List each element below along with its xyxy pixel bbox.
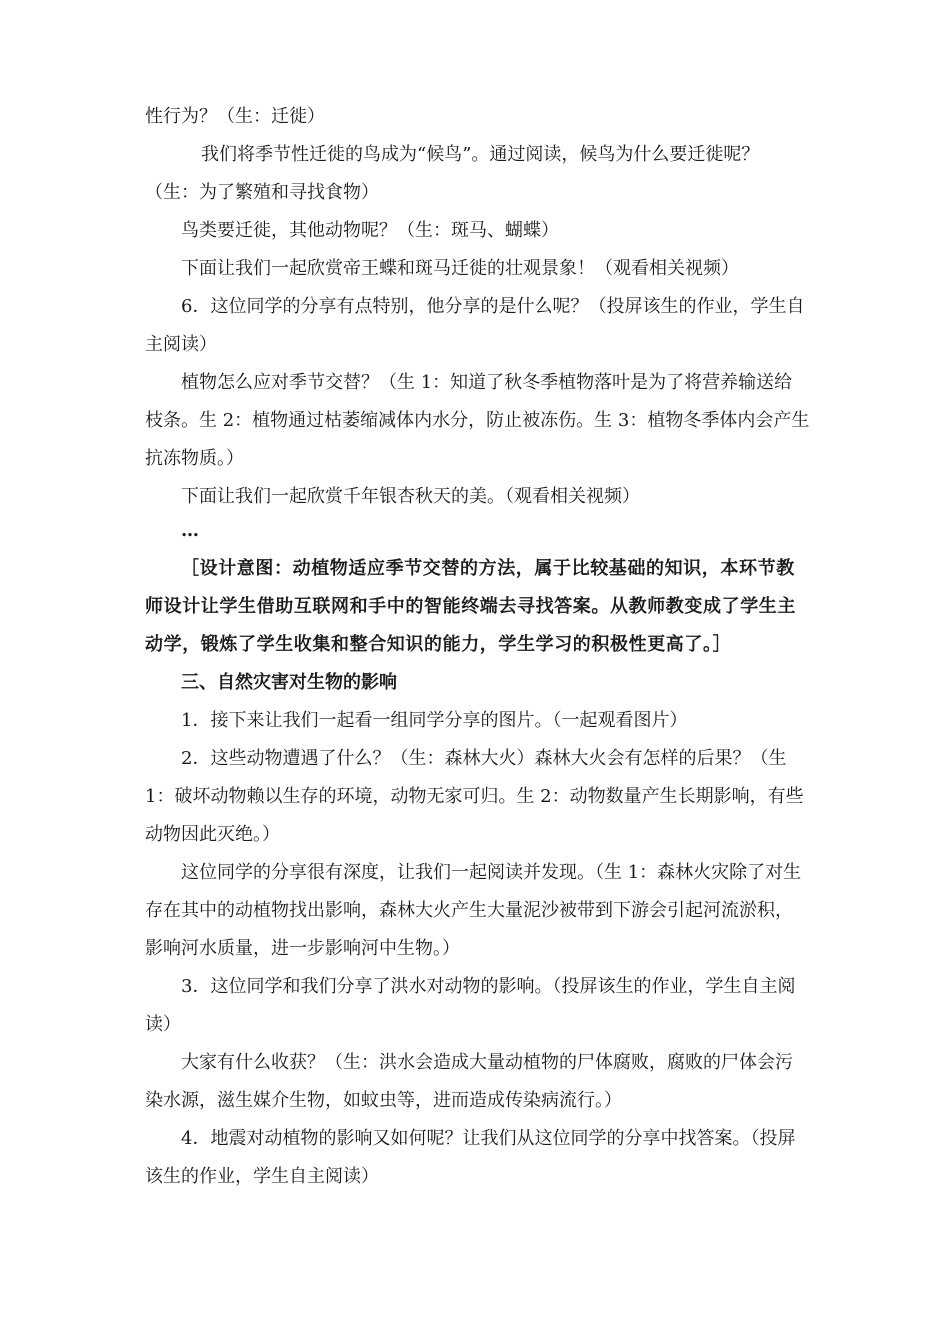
paragraph-item-6: 6．这位同学的分享有点特别，他分享的是什么呢？（投屏该生的作业，学生自主阅读） <box>145 296 805 355</box>
paragraph-migratory-birds: 我们将季节性迁徙的鸟成为“候鸟”。通过阅读，候鸟为什么要迁徙呢？（生：为了繁殖和寻找食物） <box>145 144 760 203</box>
paragraph-plants-season: 植物怎么应对季节交替？（生 1：知道了秋冬季植物落叶是为了将营养输送给枝条。生 2：植物通过枯萎缩减体内水分，防止被冻伤。生 3：植物冬季体内会产生抗冻物质。） <box>145 372 810 469</box>
paragraph-item-4: 4．地震对动植物的影响又如何呢？让我们从这位同学的分享中找答案。（投屏该生的作业，学生自主阅读） <box>145 1128 796 1187</box>
paragraph-ginkgo-video: 下面让我们一起欣赏千年银杏秋天的美。（观看相关视频） <box>181 486 640 507</box>
paragraph-item-2: 2．这些动物遭遇了什么？（生：森林大火）森林大火会有怎样的后果？（生 1：破坏动物赖以生存的环境，动物无家可归。生 2：动物数量产生长期影响，有些动物因此灭绝。） <box>145 748 804 845</box>
paragraph-item-1: 1．接下来让我们一起看一组同学分享的图片。（一起观看图片） <box>181 710 688 731</box>
paragraph-flood-gains: 大家有什么收获？（生：洪水会造成大量动植物的尸体腐败，腐败的尸体会污染水源，滋生媒介生物，如蚊虫等，进而造成传染病流行。） <box>145 1052 793 1111</box>
paragraph-forest-fire-share: 这位同学的分享很有深度，让我们一起阅读并发现。（生 1：森林火灾除了对生存在其中的动植物找出影响，森林大火产生大量泥沙被带到下游会引起河流淤积，影响河水质量，进一步影响河中生物。） <box>145 862 802 959</box>
section-heading-natural-disasters: 三、自然灾害对生物的影响 <box>181 672 397 693</box>
paragraph-migration-answer: 性行为？（生：迁徙） <box>145 106 325 127</box>
design-intent-note: ［设计意图：动植物适应季节交替的方法，属于比较基础的知识，本环节教师设计让学生借助互联网和手中的智能终端去寻找答案。从教师教变成了学生主动学，锻炼了学生收集和整合知识的能力，学生学习的积极性更高了。］ <box>145 558 796 655</box>
paragraph-item-3: 3．这位同学和我们分享了洪水对动物的影响。（投屏该生的作业，学生自主阅读） <box>145 976 796 1035</box>
paragraph-other-animals: 鸟类要迁徙，其他动物呢？（生：斑马、蝴蝶） <box>181 220 559 241</box>
paragraph-ellipsis: … <box>181 520 199 541</box>
paragraph-monarch-zebra-video: 下面让我们一起欣赏帝王蝶和斑马迁徙的壮观景象！（观看相关视频） <box>181 258 739 279</box>
